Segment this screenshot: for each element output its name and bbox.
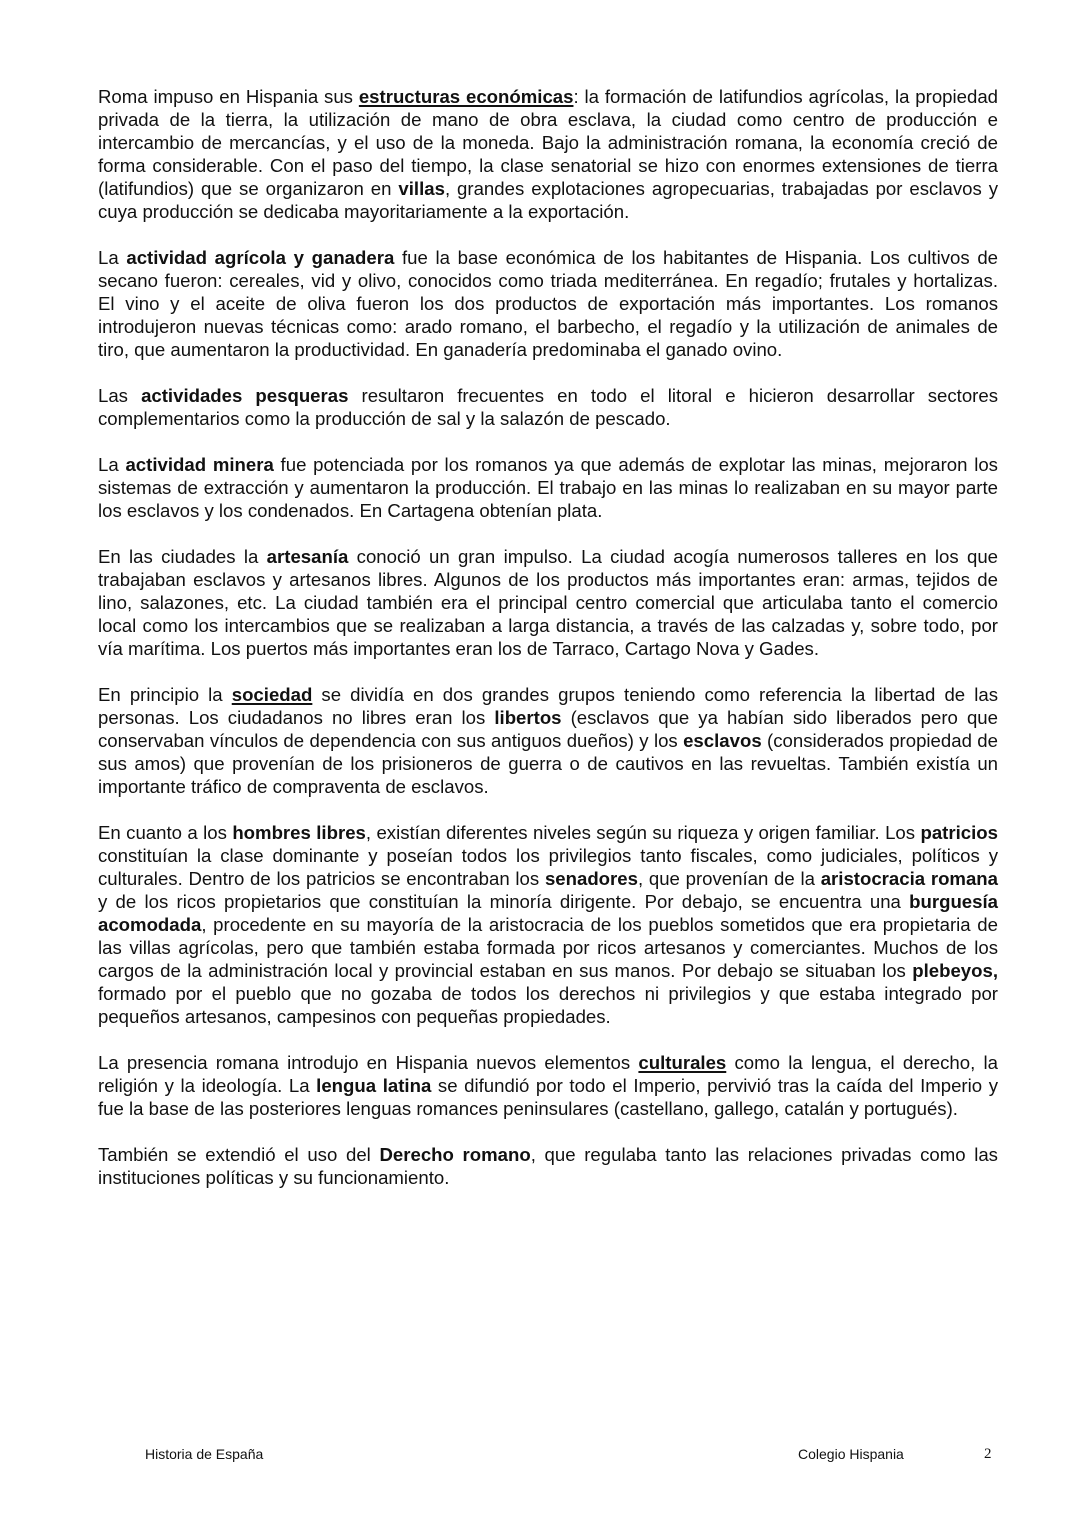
text-run: , procedente en su mayoría de la aristocracia de los pueblos sometidos que era propietaria de las villas agrícolas, pero que también estaba formada por ricos artesanos y comerciantes. Muchos de los cargos de la administración local y provincial estaban en sus manos. Por debajo se situaban los	[98, 914, 998, 981]
paragraph	[98, 246, 998, 361]
text-run: fue la base económica de los habitantes de Hispania. Los cultivos de secano fueron: cereales, vid y olivo, conocidos como triada mediterránea. En regadío; frutales y hortalizas. El vino y el aceite de oliva fueron los dos productos de exportación más importantes. Los romanos introdujeron nuevas técnicas como: arado romano, el barbecho, el regadío y la utilización de animales de tiro, que aumentaron la productividad. En ganadería predominaba el ganado ovino.	[98, 247, 998, 360]
footer-subject: Historia de España	[145, 1446, 264, 1462]
bold-term: actividad agrícola y ganadera	[126, 247, 395, 268]
text-run: y de los ricos propietarios que constituían la minoría dirigente. Por debajo, se encuentra una	[98, 891, 910, 912]
text-run: , existían diferentes niveles según su riqueza y origen familiar. Los	[365, 822, 921, 843]
paragraph	[98, 453, 998, 522]
text-run: se difundió por todo el Imperio, pervivió tras la caída del Imperio y fue la base de las posteriores lenguas romances peninsulares (castellano, gallego, catalán y portugués).	[98, 1075, 998, 1119]
text-run: La	[98, 454, 126, 475]
text-run: se dividía en dos grandes grupos teniendo como referencia la libertad de las personas. Los ciudadanos no libres eran los	[98, 684, 998, 728]
text-run: (considerados propiedad de sus amos) que provenían de los prisioneros de guerra o de cautivos en las revueltas. También existía un importante tráfico de compraventa de esclavos.	[98, 730, 998, 797]
page-number: 2	[984, 1446, 992, 1462]
bold-term: plebeyos,	[912, 960, 998, 981]
paragraph	[98, 1143, 998, 1189]
bold-term: lengua latina	[316, 1075, 432, 1096]
text-run: constituían la clase dominante y poseían todos los privilegios tanto fiscales, como judiciales, políticos y culturales. Dentro de los patricios se encontraban los	[98, 845, 998, 889]
text-run: La	[98, 247, 127, 268]
text-run: En principio la	[98, 684, 232, 705]
text-run: También se extendió el uso del	[98, 1144, 380, 1165]
paragraph	[98, 85, 998, 223]
underlined-heading-term: sociedad	[231, 684, 313, 705]
text-run: La presencia romana introdujo en Hispania nuevos elementos	[98, 1052, 639, 1073]
text-run: , que regulaba tanto las relaciones privadas como las instituciones políticas y su funcionamiento.	[98, 1144, 998, 1188]
text-run: , grandes explotaciones agropecuarias, trabajadas por esclavos y cuya producción se dedicaba mayoritariamente a la exportación.	[98, 178, 998, 222]
text-run: como la lengua, el derecho, la religión y la ideología. La	[98, 1052, 998, 1096]
bold-term: actividades pesqueras	[141, 385, 349, 406]
paragraph	[98, 821, 998, 1028]
bold-term: patricios	[920, 822, 998, 843]
text-run: : la formación de latifundios agrícolas, la propiedad privada de la tierra, la utilización de mano de obra esclava, la ciudad como centro de producción e intercambio de mercancías, y el uso de la moneda. Bajo la administración romana, la economía creció de forma considerable. Con el paso del tiempo, la clase senatorial se hizo con enormes extensiones de tierra (latifundios) que se organizaron en	[98, 86, 999, 199]
bold-term: burguesía acomodada	[98, 891, 998, 935]
text-run: En cuanto a los	[98, 822, 233, 843]
text-run: resultaron frecuentes en todo el litoral e hicieron desarrollar sectores complementarios como la producción de sal y la salazón de pescado.	[98, 385, 998, 429]
text-run: , que provenían de la	[637, 868, 821, 889]
text-run: En las ciudades la	[98, 546, 267, 567]
text-run: Roma impuso en Hispania sus	[98, 86, 359, 107]
bold-term: hombres libres	[232, 822, 366, 843]
bold-term: aristocracia romana	[820, 868, 999, 889]
text-run: conoció un gran impulso. La ciudad acogía numerosos talleres en los que trabajaban esclavos y artesanos libres. Algunos de los productos más importantes eran: armas, tejidos de lino, salazones, etc. La ciudad también era el principal centro comercial que articulaba tanto el comercio local como los intercambios que se realizaban a larga distancia, a través de las calzadas y, sobre todo, por vía marítima. Los puertos más importantes eran los de Tarraco, Cartago Nova y Gades.	[98, 546, 999, 659]
footer-school: Colegio Hispania	[798, 1446, 904, 1462]
bold-term: libertos	[494, 707, 562, 728]
bold-term: senadores	[544, 868, 638, 889]
underlined-heading-term: culturales	[638, 1052, 727, 1073]
text-run: formado por el pueblo que no gozaba de todos los derechos ni privilegios y que estaba integrado por pequeños artesanos, campesinos con pequeñas propiedades.	[98, 983, 998, 1027]
bold-term: esclavos	[683, 730, 762, 751]
bold-term: artesanía	[266, 546, 349, 567]
paragraph	[98, 384, 998, 430]
paragraph	[98, 1051, 998, 1120]
paragraph	[98, 683, 998, 798]
bold-term: Derecho romano	[379, 1144, 531, 1165]
underlined-heading-term: estructuras económicas	[358, 86, 574, 107]
text-run: Las	[98, 385, 142, 406]
paragraph	[98, 545, 998, 660]
document-body	[98, 85, 998, 1212]
bold-term: actividad minera	[125, 454, 274, 475]
text-run: (esclavos que ya habían sido liberados pero que conservaban vínculos de dependencia con sus antiguos dueños) y los	[98, 707, 998, 751]
text-run: fue potenciada por los romanos ya que además de explotar las minas, mejoraron los sistemas de extracción y aumentaron la producción. El trabajo en las minas lo realizaban en su mayor parte los esclavos y los condenados. En Cartagena obtenían plata.	[98, 454, 998, 521]
bold-term: villas	[398, 178, 445, 199]
